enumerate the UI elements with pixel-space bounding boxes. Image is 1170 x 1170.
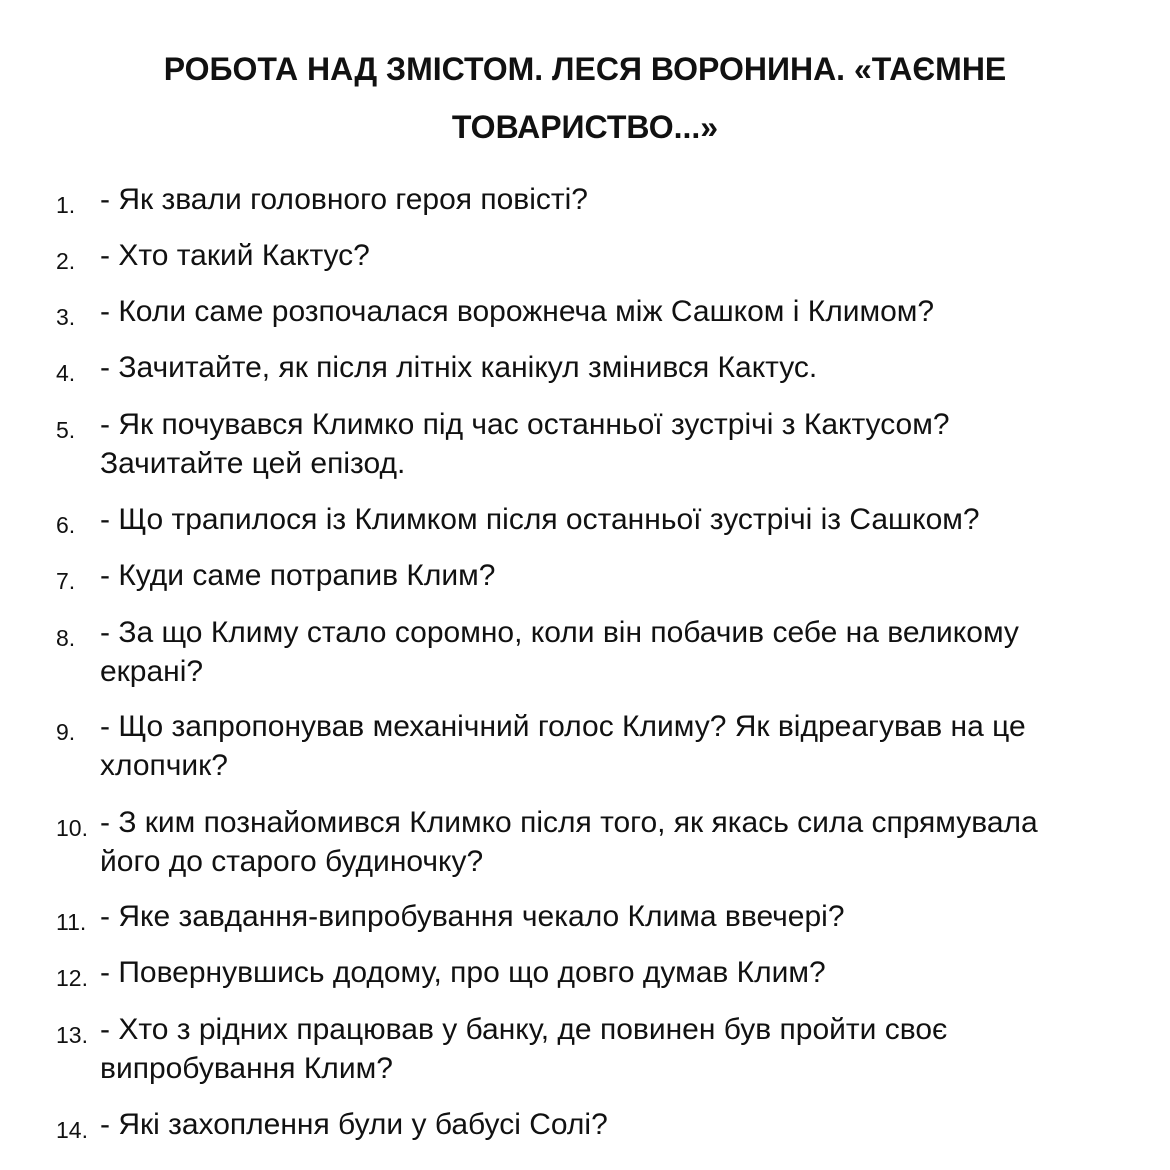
question-number: 5.: [56, 417, 76, 443]
question-line: Зачитайте цей епізод.: [100, 447, 406, 480]
question-number: 2.: [56, 248, 76, 274]
question-line: його до старого будиночку?: [100, 845, 484, 878]
question-text: [100, 405, 1166, 483]
question-text: [100, 1105, 1166, 1144]
question-number: 10.: [56, 815, 88, 841]
question-line: - Повернувшись додому, про що довго думав Клим?: [100, 956, 826, 989]
question-number: 3.: [56, 304, 76, 330]
question-line: екрані?: [100, 655, 204, 688]
question-text: [100, 707, 1166, 785]
question-text: [100, 1010, 1166, 1088]
question-line: - З ким познайомився Климко після того, як якась сила спрямувала: [100, 806, 1038, 839]
title-line-1: РОБОТА НАД ЗМІСТОМ. ЛЕСЯ ВОРОНИНА. «ТАЄМНЕ: [163, 51, 1007, 87]
question-text: [100, 556, 1166, 595]
question-line: - Яке завдання-випробування чекало Клима ввечері?: [100, 900, 845, 933]
question-number: 1.: [56, 192, 76, 218]
question-number: 12.: [56, 965, 88, 991]
question-text: [100, 953, 1166, 992]
question-line: - Що трапилося із Климком після останньої зустрічі із Сашком?: [100, 503, 980, 536]
question-line: - Як звали головного героя повісті?: [100, 183, 588, 216]
question-line: - За що Климу стало соромно, коли він побачив себе на великому: [100, 616, 1019, 649]
question-line: - Зачитайте, як після літніх канікул змінився Кактус.: [100, 351, 818, 384]
question-text: [100, 292, 1166, 331]
question-text: [100, 613, 1166, 691]
question-number: 6.: [56, 512, 76, 538]
question-text: [100, 897, 1166, 936]
question-line: - Хто такий Кактус?: [100, 239, 370, 272]
question-line: - Коли саме розпочалася ворожнеча між Сашком і Климом?: [100, 295, 935, 328]
question-text: [100, 500, 1166, 539]
question-line: - Як почувався Климко під час останньої зустрічі з Кактусом?: [100, 408, 950, 441]
question-number: 14.: [56, 1117, 88, 1143]
question-number: 7.: [56, 568, 76, 594]
question-line: - Хто з рідних працював у банку, де повинен був пройти своє: [100, 1013, 948, 1046]
question-line: - Які захоплення були у бабусі Солі?: [100, 1108, 608, 1141]
title-line-2: ТОВАРИСТВО...»: [451, 109, 719, 145]
question-text: [100, 348, 1166, 387]
question-line: хлопчик?: [100, 749, 228, 782]
question-number: 8.: [56, 625, 76, 651]
question-line: випробування Клим?: [100, 1052, 393, 1085]
question-number: 4.: [56, 360, 76, 386]
question-line: - Куди саме потрапив Клим?: [100, 559, 496, 592]
question-number: 9.: [56, 719, 76, 745]
question-text: [100, 236, 1166, 275]
question-text: [100, 803, 1166, 881]
question-number: 13.: [56, 1022, 88, 1048]
question-text: [100, 180, 1166, 219]
question-line: - Що запропонував механічний голос Климу? Як відреагував на це: [100, 710, 1026, 743]
question-number: 11.: [56, 909, 87, 935]
